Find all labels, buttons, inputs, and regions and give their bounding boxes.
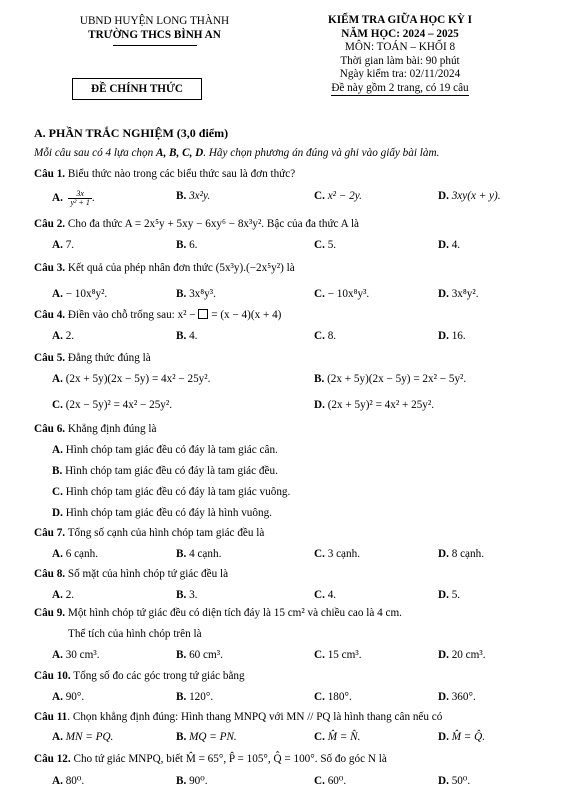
option-letter: C. xyxy=(314,239,325,251)
option-a xyxy=(52,548,98,560)
school-year: NĂM HỌC: 2024 – 2025 xyxy=(341,27,459,40)
instruction-options: A, B, C, D xyxy=(156,147,204,159)
option-letter: B. xyxy=(176,649,187,661)
option-b xyxy=(176,691,213,703)
question-number: Câu 12. xyxy=(34,753,71,765)
option-d xyxy=(438,190,501,202)
subject: MÔN: TOÁN – KHỐI 8 xyxy=(344,41,456,53)
option-text: 8 cạnh. xyxy=(451,548,484,560)
option-letter: C. xyxy=(314,589,325,601)
option-a xyxy=(52,190,95,207)
option-text: 30 cm³. xyxy=(65,649,100,661)
options-7 xyxy=(52,548,552,564)
question-7 xyxy=(34,527,554,539)
option-text: 3x⁸y³. xyxy=(189,288,216,300)
option-letter: B. xyxy=(314,373,325,385)
option-text: 4. xyxy=(451,239,461,251)
option-letter: C. xyxy=(52,486,63,498)
exam-title: KIỂM TRA GIỮA HỌC KỲ I xyxy=(328,14,472,26)
option-text: 3xy(x + y). xyxy=(451,190,501,202)
option-letter: C. xyxy=(314,288,325,300)
option-text: − 10x⁸y³. xyxy=(327,288,370,300)
option-text: 5. xyxy=(327,239,337,251)
option-text: (2x − 5y)² = 4x² − 25y². xyxy=(65,399,173,411)
question-number: Câu 4. xyxy=(34,309,66,321)
option-a xyxy=(52,649,100,661)
district-name: UBND HUYỆN LONG THÀNH xyxy=(79,15,230,27)
option-c xyxy=(52,399,172,411)
option-text: Hình chóp tam giác đều có đáy là tam giác vuông. xyxy=(65,486,291,498)
option-text: 6 cạnh. xyxy=(65,548,98,560)
option-letter: C. xyxy=(314,775,325,787)
exam-header xyxy=(300,14,500,96)
options-5-row1 xyxy=(52,373,552,389)
option-text: 2. xyxy=(65,589,75,601)
option-text: 360°. xyxy=(451,691,476,703)
fraction xyxy=(68,190,91,207)
option-d xyxy=(438,589,460,601)
option-letter: A. xyxy=(52,731,63,743)
option-letter: A. xyxy=(52,775,63,787)
option-b xyxy=(176,731,237,743)
question-3 xyxy=(34,262,554,274)
option-letter: A. xyxy=(52,691,63,703)
options-10 xyxy=(52,691,552,707)
question-number: Câu 9. xyxy=(34,607,66,619)
option-b xyxy=(176,288,216,300)
option-c xyxy=(314,731,360,743)
exam-date: Ngày kiểm tra: 02/11/2024 xyxy=(339,68,461,80)
option-text: 15 cm³. xyxy=(327,649,362,661)
option-c xyxy=(314,190,362,202)
option-letter: C. xyxy=(314,649,325,661)
option-text: 90°. xyxy=(65,691,85,703)
options-12 xyxy=(52,774,552,790)
school-name: TRƯỜNG THCS BÌNH AN xyxy=(88,29,221,41)
option-c xyxy=(314,774,346,787)
option-text: MQ = PN. xyxy=(189,731,237,743)
options-3 xyxy=(52,288,552,304)
question-number: Câu 10. xyxy=(34,670,71,682)
option-b xyxy=(176,589,197,601)
option-c xyxy=(314,239,336,251)
option-letter: B. xyxy=(176,731,187,743)
option-letter: A. xyxy=(52,444,63,456)
option-text: (2x + 5y)(2x − 5y) = 2x² − 5y². xyxy=(327,373,467,385)
option-text: (2x + 5y)² = 4x² + 25y². xyxy=(327,399,435,411)
options-4 xyxy=(52,330,552,346)
option-text: 7. xyxy=(65,239,75,251)
option-letter: A. xyxy=(52,330,63,342)
option-letter: D. xyxy=(438,649,449,661)
option-c xyxy=(314,330,336,342)
option-b xyxy=(176,190,210,202)
question-text: Khẳng định đúng là xyxy=(65,423,157,435)
duration: Thời gian làm bài: 90 phút xyxy=(340,54,460,67)
option-text: 180°. xyxy=(327,691,352,703)
option-a xyxy=(52,731,113,743)
instruction-text-2: . Hãy chọn phương án đúng và ghi vào giấy bài làm. xyxy=(203,147,440,159)
option-a xyxy=(52,691,84,703)
question-text-2: = (x − 4)(x + 4) xyxy=(208,309,282,321)
option-letter: D. xyxy=(438,589,449,601)
option-letter: D. xyxy=(52,507,63,519)
option-letter: A. xyxy=(52,288,63,300)
blank-square-icon xyxy=(198,309,208,319)
option-text: (2x + 5y)(2x − 5y) = 4x² − 25y². xyxy=(65,373,211,385)
options-11 xyxy=(52,731,552,747)
question-text: . Chọn khẳng định đúng: Hình thang MNPQ với MN // PQ là hình thang cân nếu có xyxy=(67,711,443,723)
option-a xyxy=(52,239,74,251)
option-d xyxy=(438,288,479,300)
option-d xyxy=(314,399,434,411)
question-text: Đẳng thức đúng là xyxy=(65,352,151,364)
official-exam-box: ĐỀ CHÍNH THỨC xyxy=(72,78,202,100)
question-text: Cho tứ giác MNPQ, biết M̂ = 65°, P̂ = 105°, Q̂ = 100°. Số đo góc N là xyxy=(70,753,387,765)
question-number: Câu 6. xyxy=(34,423,66,435)
question-number: Câu 8. xyxy=(34,568,66,580)
option-letter: B. xyxy=(176,548,187,560)
option-d xyxy=(438,691,476,703)
question-number: Câu 3. xyxy=(34,262,66,274)
option-text: 80⁰. xyxy=(65,775,85,787)
option-letter: A. xyxy=(52,589,63,601)
option-c xyxy=(314,649,362,661)
option-d xyxy=(438,731,485,743)
option-a xyxy=(52,288,107,300)
option-text: − 10x⁸y². xyxy=(65,288,108,300)
option-text: 4. xyxy=(189,330,198,342)
option-text: 6. xyxy=(189,239,198,251)
question-text: Một hình chóp tứ giác đều có diện tích đáy là 15 cm² và chiều cao là 4 cm. xyxy=(65,607,402,619)
option-letter: D. xyxy=(438,239,449,251)
options-9 xyxy=(52,649,552,665)
options-8 xyxy=(52,589,552,605)
option-c xyxy=(314,288,369,300)
instruction xyxy=(34,147,439,159)
question-10 xyxy=(34,670,554,682)
option-letter: A. xyxy=(52,649,63,661)
option-text: 3x²y. xyxy=(189,190,211,202)
option-text: M̂ = N̂. xyxy=(327,731,361,743)
option-letter: D. xyxy=(438,691,449,703)
question-text: Tổng số đo các góc trong tứ giác bằng xyxy=(70,670,245,682)
option-text: 60⁰. xyxy=(327,775,347,787)
option-letter: B. xyxy=(176,330,187,342)
section-title: A. PHẦN TRẮC NGHIỆM (3,0 điểm) xyxy=(34,126,229,140)
question-1 xyxy=(34,168,554,180)
option-letter: D. xyxy=(314,399,325,411)
question-text: Cho đa thức A = 2x⁵y + 5xy − 6xy⁶ − 8x³y². Bậc của đa thức A là xyxy=(65,218,360,230)
option-letter: C. xyxy=(314,731,325,743)
option-text: 3 cạnh. xyxy=(327,548,360,560)
question-12 xyxy=(34,753,554,765)
option-text: 120°. xyxy=(189,691,214,703)
option-d xyxy=(438,649,486,661)
option-text: Hình chóp tam giác đều có đáy là tam giác cân. xyxy=(65,444,278,456)
option-text: Hình chóp tam giác đều có đáy là hình vuông. xyxy=(65,507,272,519)
option-d xyxy=(52,507,272,519)
option-letter: B. xyxy=(176,691,187,703)
option-letter: D. xyxy=(438,288,449,300)
fraction-denominator: y² + 1 xyxy=(70,198,90,207)
option-letter: D. xyxy=(438,731,449,743)
school-header xyxy=(52,14,257,46)
option-b xyxy=(176,774,208,787)
option-letter: A. xyxy=(52,239,63,251)
page-info: Đề này gồm 2 trang, có 19 câu xyxy=(331,82,468,97)
question-5 xyxy=(34,352,554,364)
question-6 xyxy=(34,423,554,435)
option-d xyxy=(438,548,484,560)
option-d xyxy=(438,330,466,342)
option-b xyxy=(176,239,197,251)
option-a xyxy=(52,774,84,787)
option-text: 3x⁸y². xyxy=(451,288,479,300)
question-number: Câu 1. xyxy=(34,168,66,180)
option-letter: B. xyxy=(176,775,187,787)
question-text: Kết quả của phép nhân đơn thức (5x³y).(−2x⁵y²) là xyxy=(65,262,295,274)
option-letter: B. xyxy=(52,465,63,477)
option-text: M̂ = Q̂. xyxy=(451,731,486,743)
option-letter: C. xyxy=(52,399,63,411)
option-text: x² − 2y. xyxy=(327,190,362,202)
question-4 xyxy=(34,309,554,321)
fraction-numerator: 3x xyxy=(68,190,91,199)
option-letter: D. xyxy=(438,190,449,202)
option-letter: D. xyxy=(438,548,449,560)
instruction-text: Mỗi câu sau có 4 lựa chọn xyxy=(34,147,156,159)
option-text: 8. xyxy=(327,330,337,342)
option-text: 20 cm³. xyxy=(451,649,486,661)
option-a xyxy=(52,444,278,456)
option-letter: B. xyxy=(176,239,187,251)
option-c xyxy=(52,486,290,498)
option-text: 60 cm³. xyxy=(189,649,223,661)
option-letter: B. xyxy=(176,190,187,202)
option-a xyxy=(52,373,210,385)
option-text: 90⁰. xyxy=(189,775,208,787)
question-2 xyxy=(34,218,554,230)
option-b xyxy=(176,330,197,342)
question-number: Câu 2. xyxy=(34,218,66,230)
option-text: MN = PQ. xyxy=(65,731,114,743)
options-1 xyxy=(52,190,552,206)
header-rule xyxy=(113,45,197,46)
option-b xyxy=(314,373,466,385)
options-2 xyxy=(52,239,552,255)
option-letter: D. xyxy=(438,330,449,342)
question-text: Biểu thức nào trong các biểu thức sau là đơn thức? xyxy=(65,168,296,180)
option-letter: A. xyxy=(52,548,63,560)
option-text: 16. xyxy=(451,330,466,342)
question-9-line2: Thể tích của hình chóp trên là xyxy=(68,628,202,640)
question-11 xyxy=(34,711,554,723)
question-text: Số mặt của hình chóp tứ giác đều là xyxy=(65,568,229,580)
option-letter: D. xyxy=(438,775,449,787)
option-letter: A. xyxy=(52,373,63,385)
option-c xyxy=(314,691,352,703)
option-a xyxy=(52,589,74,601)
question-number: Câu 5. xyxy=(34,352,66,364)
option-b xyxy=(176,649,223,661)
option-a xyxy=(52,330,74,342)
option-letter: A. xyxy=(52,192,63,205)
question-8 xyxy=(34,568,554,580)
option-letter: B. xyxy=(176,288,187,300)
option-text: 4. xyxy=(327,589,337,601)
option-text: 5. xyxy=(451,589,461,601)
question-9 xyxy=(34,607,554,619)
option-text: 2. xyxy=(65,330,75,342)
option-text: 50⁰. xyxy=(451,775,471,787)
question-number: Câu 7. xyxy=(34,527,66,539)
option-b xyxy=(52,465,278,477)
option-tail: . xyxy=(91,192,95,205)
option-text: 3. xyxy=(189,589,198,601)
option-letter: C. xyxy=(314,190,325,202)
option-text: Hình chóp tam giác đều có đáy là tam giác đều. xyxy=(65,465,278,477)
option-text: 4 cạnh. xyxy=(189,548,222,560)
option-letter: C. xyxy=(314,548,325,560)
question-text: Tổng số cạnh của hình chóp tam giác đều là xyxy=(65,527,265,539)
options-5-row2 xyxy=(52,399,552,415)
option-c xyxy=(314,548,360,560)
option-c xyxy=(314,589,336,601)
option-letter: C. xyxy=(314,691,325,703)
question-text: Điền vào chỗ trống sau: x² − xyxy=(65,309,199,321)
option-letter: C. xyxy=(314,330,325,342)
question-number: Câu 11 xyxy=(34,711,68,723)
option-letter: B. xyxy=(176,589,187,601)
option-d xyxy=(438,239,460,251)
option-b xyxy=(176,548,221,560)
option-d xyxy=(438,774,470,787)
